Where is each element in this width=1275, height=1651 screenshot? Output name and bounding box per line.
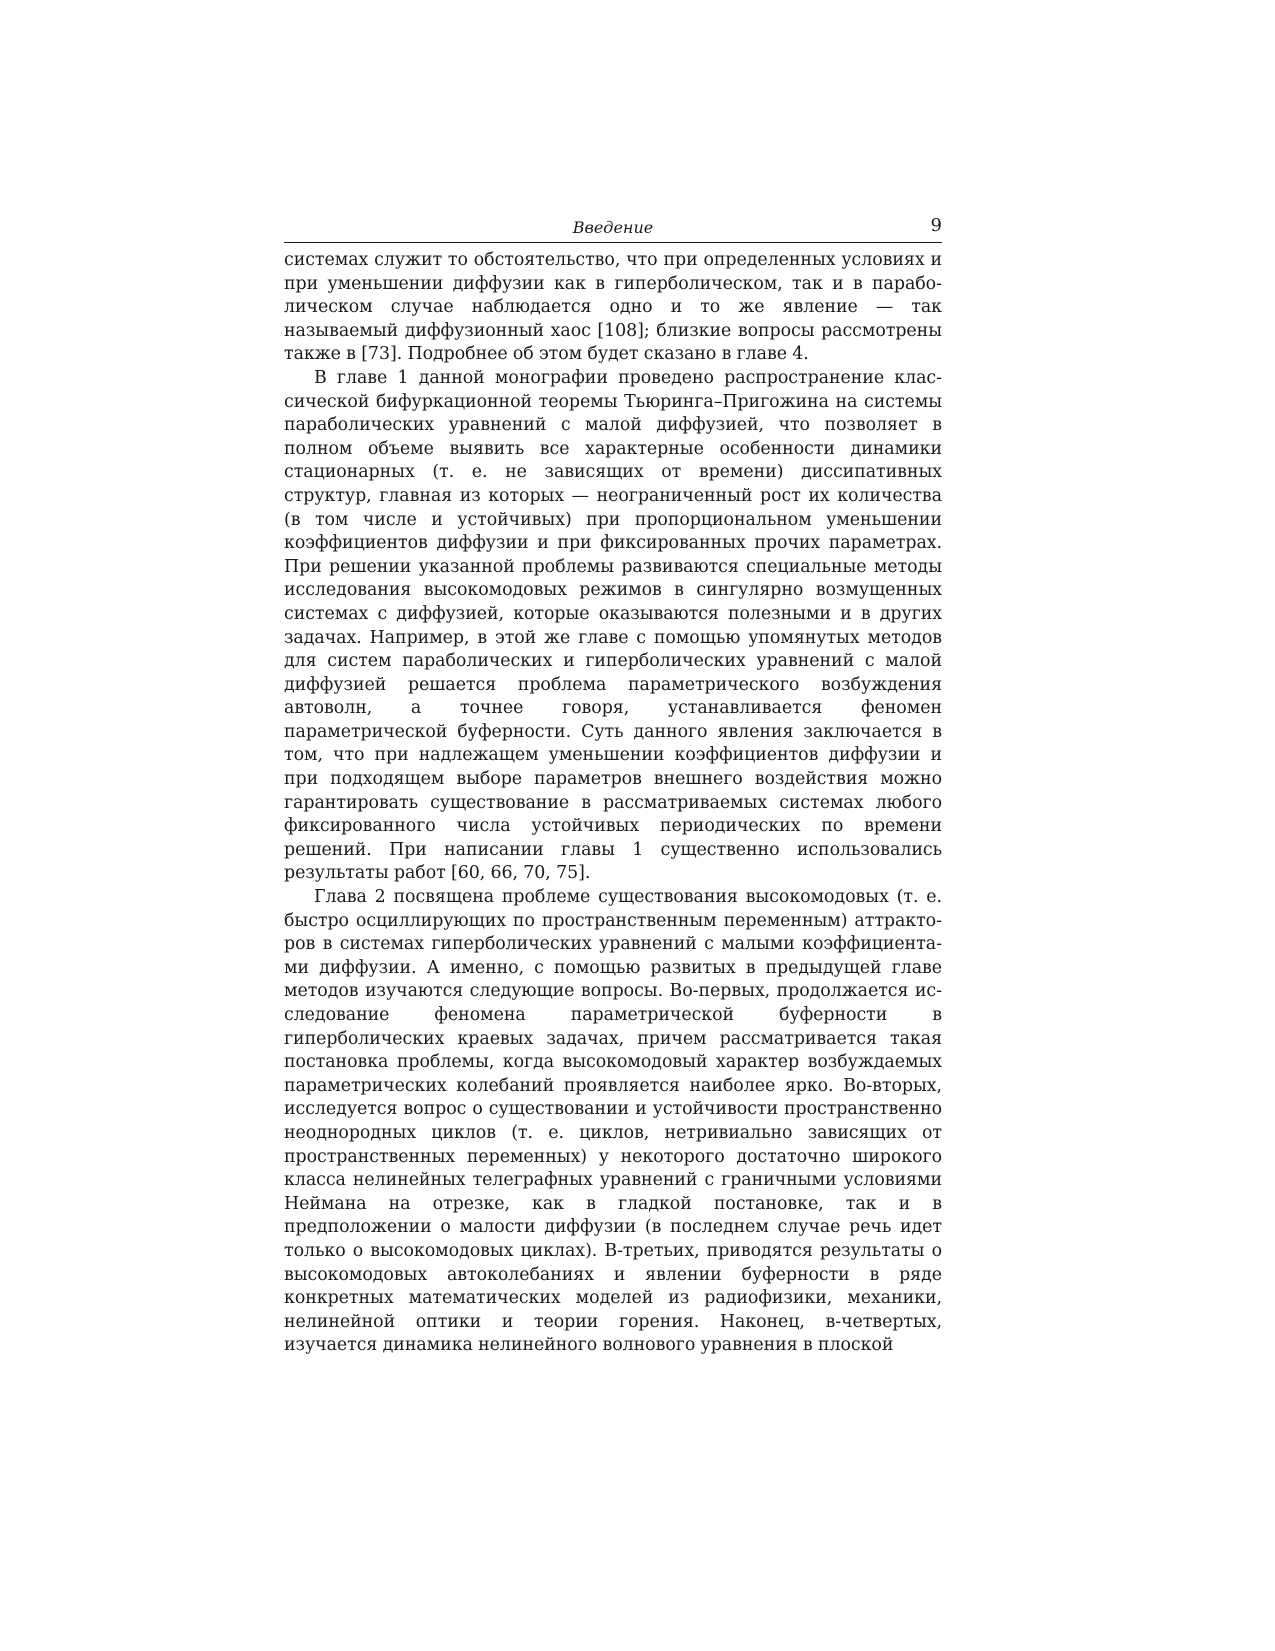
paragraph-chapter-2: Глава 2 посвящена проблеме существования высокомодовых (т. е. быстро осциллирующих по пространственным переменным) аттракторов в системах гиперболических уравнений с малыми коэффициентами диффузии. А именно, с помощью развитых в предыдущей главе методов изучаются следующие вопросы. Во-первых, продолжается исследование феномена параметрической буферности в гиперболических краевых задачах, причем рассматривается такая постановка проблемы, когда высокомодовый характер возбуждаемых параметрических колебаний проявляется наиболее ярко. Во-вторых, исследуется вопрос о существовании и устойчивости пространственно неоднородных циклов (т. е. циклов, нетривиально зависящих от пространственных переменных) у некоторого достаточно широкого класса нелинейных телеграфных уравнений с граничными условиями Неймана на отрезке, как в гладкой постановке, так и в предположении о малости диффузии (в последнем случае речь идет только о высокомодовых циклах). В-третьих, приводятся результаты о высокомодовых автоколебаниях и явлении буферности в ряде конкретных математических моделей из радиофизики, механики, нелинейной оптики и теории горения. Наконец, в-четвертых, изучается динамика нелинейного волнового уравнения в плоской xyxy=(284,887,942,1356)
paragraph-continuation: системах служит то обстоятельство, что при определенных условиях и при уменьшении диффузии как в гиперболическом, так и в параболическом случае наблюдается одно и то же явление — так называемый диффузионный хаос [108]; близкие вопросы рассмотрены также в [73]. Подробнее об этом будет сказано в главе 4. xyxy=(284,250,942,365)
running-title: Введение xyxy=(572,218,654,237)
page-number: 9 xyxy=(930,215,942,236)
running-head xyxy=(284,214,942,243)
paragraph-chapter-1: В главе 1 данной монографии проведено распространение классической бифуркационной теоремы Тьюринга–Пригожина на системы параболических уравнений с малой диффузией, что позволяет в полном объеме выявить все характерные особенности динамики стационарных (т. е. не зависящих от времени) диссипативных структур, главная из которых — неограниченный рост их количества (в том числе и устойчивых) при пропорциональном уменьшении коэффициентов диффузии и при фиксированных прочих параметрах. При решении указанной проблемы развиваются специальные методы исследования высокомодовых режимов в сингулярно возмущенных системах с диффузией, которые оказываются полезными и в других задачах. Например, в этой же главе с помощью упомянутых методов для систем параболических и гиперболических уравнений с малой диффузией решается проблема параметрического возбуждения автоволн, а точнее говоря, устанавливается феномен параметрической буферности. Суть данного явления заключается в том, что при надлежащем уменьшении коэффициентов диффузии и при подходящем выборе параметров внешнего воздействия можно гарантировать существование в рассматриваемых системах любого фиксированного числа устойчивых периодических по времени решений. При написании главы 1 существенно использовались результаты работ [60, 66, 70, 75]. xyxy=(284,367,942,884)
book-page xyxy=(284,214,942,1358)
body-text xyxy=(284,249,942,1358)
